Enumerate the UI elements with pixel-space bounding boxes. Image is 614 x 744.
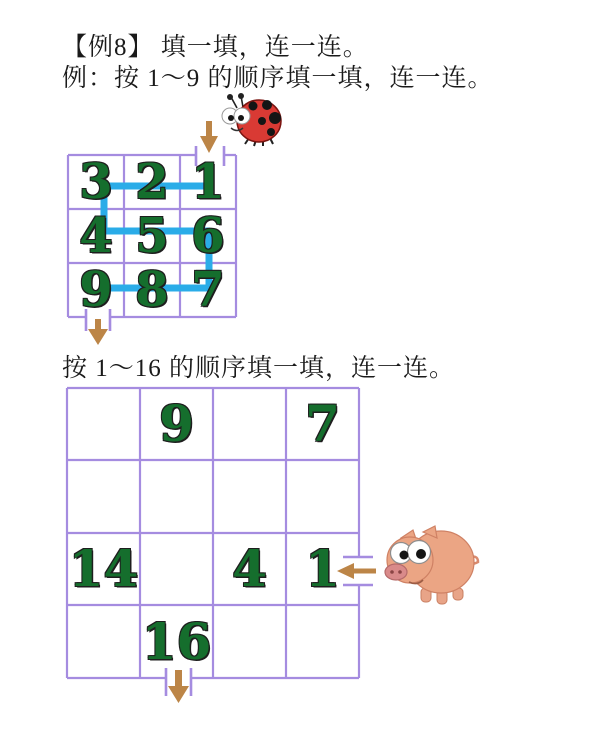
task-grid-cell-r1c2[interactable]: 9 (159, 394, 194, 454)
example-instruction: 例：按 1～9 的顺序填一填，连一连。 (62, 65, 494, 92)
ladybug-icon (222, 93, 281, 146)
task-grid-cell-r4c4[interactable] (286, 606, 359, 679)
example-grid-cell-r3c1[interactable]: 9 (79, 262, 113, 318)
task-instruction: 按 1～16 的顺序填一填，连一连。 (62, 355, 456, 382)
example-grid-cell-r1c1[interactable]: 3 (79, 154, 113, 210)
example-grid-cell-r3c2[interactable]: 8 (135, 262, 169, 318)
example-grid-cell-r1c2[interactable]: 2 (135, 154, 169, 210)
example-grid-cell-r3c3[interactable]: 7 (191, 262, 225, 318)
heading: 【例8】 填一填，连一连。 (62, 34, 369, 61)
task-grid-cell-r4c3[interactable] (213, 606, 286, 679)
task-grid-cell-r4c1[interactable] (67, 606, 140, 679)
task-grid (67, 388, 359, 678)
task-grid-cell-r3c1[interactable]: 14 (68, 539, 139, 599)
task-grid-cell-r1c4[interactable]: 7 (305, 394, 340, 454)
example-grid (68, 155, 236, 317)
example-exit-arrow-icon (88, 319, 108, 345)
example-grid-cell-r1c3[interactable]: 1 (191, 154, 225, 210)
pig-icon (385, 526, 478, 604)
task-grid-cell-r2c2[interactable] (140, 461, 213, 534)
task-grid-cell-r4c2[interactable]: 16 (141, 611, 212, 671)
task-grid-cell-r1c3[interactable] (213, 388, 286, 461)
example-entry-arrow-icon (200, 121, 218, 153)
example-grid-cell-r2c2[interactable]: 5 (135, 208, 169, 264)
task-grid-cell-r3c4[interactable]: 1 (305, 539, 340, 599)
task-grid-cell-r2c3[interactable] (213, 461, 286, 534)
example-grid-cell-r2c1[interactable]: 4 (79, 208, 113, 264)
task-grid-cell-r2c4[interactable] (286, 461, 359, 534)
task-grid-cell-r3c3[interactable]: 4 (232, 539, 267, 599)
task-grid-cell-r1c1[interactable] (67, 388, 140, 461)
task-grid-cell-r3c2[interactable] (140, 533, 213, 606)
example-grid-cell-r2c3[interactable]: 6 (191, 208, 225, 264)
task-grid-cell-r2c1[interactable] (67, 461, 140, 534)
